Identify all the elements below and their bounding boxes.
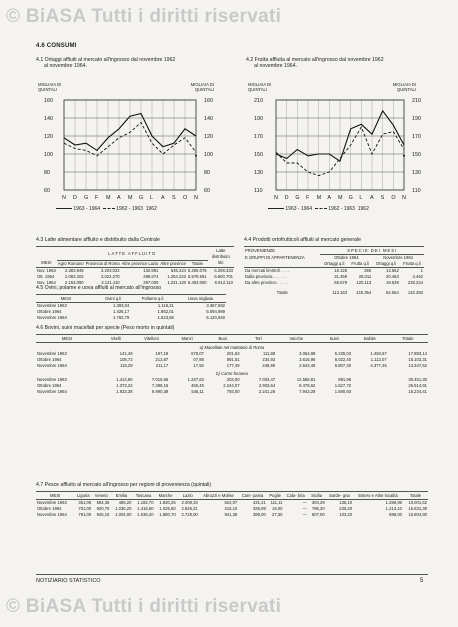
t44-cell: 65.579	[334, 280, 348, 285]
t46a-cell: 177,49	[226, 363, 240, 368]
chart0-ytick-right: 160	[204, 98, 213, 104]
t46b-cell: 26.514,91	[408, 383, 427, 388]
t46-col-header: Buoi	[205, 336, 241, 343]
t43-col-3: Altre province Lazio	[121, 260, 159, 266]
chart1-xtick: M	[316, 195, 322, 201]
t43-cell: 2.153.090	[64, 279, 84, 285]
t43-cell: 6.403.000	[188, 279, 207, 285]
t47-cell: 1.025,60	[159, 506, 176, 511]
fig1-legend	[56, 206, 157, 212]
t47-cell: 886,00	[389, 512, 402, 517]
chart0-ytick-left: 100	[44, 152, 53, 158]
t44-cell: 1	[420, 268, 423, 273]
t45-row	[36, 315, 226, 321]
chart1-xtick: M	[338, 195, 343, 201]
t46b-row	[36, 389, 428, 395]
chart1-ytick-left: 170	[254, 134, 263, 140]
t46a-cell: Novembre 1963	[37, 351, 67, 356]
t47-cell: 1.286,96	[385, 500, 402, 505]
t47-col-header: Sarde- gna	[326, 493, 353, 500]
t46-col-header: Vacche	[276, 336, 316, 343]
chart0-xtick: M	[106, 195, 111, 201]
t46b-cell: 7.016,65	[151, 377, 169, 382]
t46-table	[36, 336, 428, 395]
t47-cell: Novembre 1963	[37, 500, 67, 505]
chart0-xtick: M	[128, 195, 133, 201]
t46b-cell: 6.990,39	[151, 389, 169, 394]
t43-cell: 6.578.591	[188, 273, 207, 279]
t47-cell: 941,36	[224, 512, 238, 517]
t46b-cell: 203,00	[226, 377, 240, 382]
t47-table-wrap	[36, 491, 428, 518]
section-title: 4.6 CONSUMI	[36, 43, 77, 49]
t47-cell: 304,29	[311, 500, 325, 505]
t46a-cell: 105,72	[119, 357, 133, 362]
chart1-ytick-right: 110	[412, 188, 421, 194]
t47-col-header: Puglie	[267, 493, 284, 500]
t44-left-sub: E GRUPPI DI APPARTENENZA	[245, 254, 305, 260]
t47-cell: 215,10	[224, 506, 238, 511]
chart0-ytick-left: 140	[44, 116, 53, 122]
t46-title: 4.6 Bovini, suini macellati per specie (Peso morto in quintali)	[36, 325, 175, 331]
chart1-ytick-right: 210	[412, 98, 421, 104]
watermark-bottom: © BiASA Tutti i diritti riservati	[6, 596, 282, 617]
t45-cell: Novembre 1964	[37, 315, 67, 320]
t46-col-header: MESI	[36, 336, 98, 343]
t44-table	[244, 248, 424, 296]
t47-cell: Ottobre 1964	[37, 506, 62, 511]
t46a-cell: 118,29	[120, 363, 133, 368]
chart1-xtick: A	[370, 195, 374, 201]
t46b-cell: 12.588,81	[296, 377, 316, 382]
chart0-xtick: N	[62, 195, 66, 201]
t47-cell: 15.631,39	[408, 506, 427, 511]
t47-cell: 10.001,62	[408, 500, 427, 505]
t44-cell: 31.459	[334, 274, 348, 279]
chart1-ytick-left: 190	[254, 116, 263, 122]
t44-cell: 120.113	[356, 280, 372, 285]
fig1-legend-c: 1962	[145, 206, 157, 212]
t44-cell: 25.011	[358, 274, 372, 279]
page-number: 5	[420, 578, 424, 584]
chart1-xtick: A	[327, 195, 331, 201]
t46b-cell: 1.373,22	[116, 383, 133, 388]
t43-cell: 297.000	[143, 279, 159, 285]
t45-cell: 1.116,21	[157, 303, 174, 308]
t47-cell: 2.409,33	[181, 500, 198, 505]
t47-cell: 2.728,00	[181, 512, 198, 517]
t47-cell: 235,20	[339, 506, 353, 511]
chart0-ytick-right: 60	[204, 188, 210, 194]
t45-table-wrap	[36, 294, 226, 321]
t46b-cell: 793,00	[226, 389, 240, 394]
chart1-ytick-left: 150	[254, 152, 263, 158]
t47-cell: 1.880,70	[159, 512, 176, 517]
t44-group-header: SPECIE DEI MESI	[320, 248, 424, 255]
chart1-ytick-right: 170	[412, 134, 421, 140]
t45-title: 4.5 Ovini, polame e uova affluiti al mercato all'ingrosso	[36, 285, 162, 291]
t45-col-1: Ovini q.li	[96, 296, 130, 303]
t47-cell: 399,00	[252, 512, 266, 517]
t44-left-header: PROVENIENZE	[245, 248, 276, 254]
t43-cell: 1.231.120	[167, 279, 186, 285]
t43-col-6: litri	[208, 260, 234, 267]
t45-cell: 1.426,17	[113, 309, 130, 314]
t45-table	[36, 296, 226, 321]
t47-cell: 1.036,20	[137, 512, 154, 517]
t44-sub-3: Frutta q.li	[400, 261, 424, 268]
chart1-xtick: L	[359, 195, 363, 201]
t46a-cell: 141,49	[119, 351, 133, 356]
t46-col-header: Suini	[316, 336, 352, 343]
chart0-xtick: A	[117, 195, 121, 201]
t45-cell: Novembre 1963	[37, 303, 67, 308]
chart0-xtick: D	[73, 195, 77, 201]
t44-cell: 142.393	[407, 290, 423, 295]
t46b-cell: 891,96	[338, 377, 352, 382]
chart0-series-2-point	[195, 155, 197, 157]
t44-sub-1: Frutta q.li	[348, 261, 372, 268]
t46b-cell: Novembre 1964	[37, 389, 67, 394]
chart1-xtick: F	[306, 195, 310, 201]
t47-col-header: Veneto	[92, 493, 110, 500]
chart0-ytick-left: 160	[44, 98, 53, 104]
t46a-cell: 213,87	[155, 357, 169, 362]
chart0-xtick: L	[150, 195, 153, 201]
fig2-legend-c: 1962	[357, 206, 369, 212]
t47-cell: 945,10	[96, 512, 110, 517]
t45-cell: 5.120,840	[206, 315, 225, 320]
t47-col-header: Liguria	[74, 493, 92, 500]
t44-cell: 145.354	[356, 290, 372, 295]
t43-col-4: Altre province	[160, 260, 186, 266]
t46b-cell	[352, 389, 388, 395]
t46-table-wrap	[36, 334, 428, 395]
t46a-cell: 111,88	[263, 351, 276, 356]
t47-cell: —	[302, 512, 307, 517]
t44-cell: 16.125	[334, 268, 348, 273]
t47-title: 4.7 Pesce affluito al mercato all'ingrosso per regioni di provenienza (quintali)	[36, 482, 212, 488]
t46-col-header: Bufale	[352, 336, 388, 343]
t47-col-header: Lazio	[177, 493, 199, 500]
t44-month-0: Ottobre 1964	[334, 255, 359, 260]
t44-sub-2: Ortaggi q.li	[372, 261, 400, 268]
t47-cell: 507,00	[311, 512, 325, 517]
t46b-cell: 1.627,70	[334, 383, 352, 388]
chart1-xtick: O	[391, 195, 396, 201]
t43-cell: 6.208.333	[214, 267, 233, 273]
t43-title: 4.3 Latte alimentare affluito e distribuito dalla Centrale	[36, 237, 160, 243]
chart0-ytick-left: 120	[44, 134, 53, 140]
chart0-xtick: S	[172, 195, 176, 201]
t47-cell: Novembre 1964	[37, 512, 67, 517]
fig1-ylabel-left: MIGLIAIA DI QUINTALI	[38, 82, 62, 92]
t46-col-header: Vitelli	[98, 336, 134, 343]
t46b-cell: 16.234,41	[408, 389, 427, 394]
t44-cell: 54.554	[386, 290, 399, 295]
t46a-cell: Novembre 1964	[37, 363, 67, 368]
t46a-cell: 17.883,14	[408, 351, 427, 356]
t46a-cell: 5.807,30	[334, 363, 352, 368]
t47-cell: 791,00	[78, 512, 92, 517]
t46b-cell: 8.478,62	[299, 383, 316, 388]
chart0-xtick: A	[161, 195, 165, 201]
t47-cell: 1.416,60	[137, 506, 154, 511]
t43-col-0: MESI	[36, 260, 57, 267]
chart0-xtick: F	[95, 195, 99, 201]
chart1-ytick-right: 130	[412, 170, 421, 176]
chart1-xtick: S	[380, 195, 385, 201]
t46b-cell: 1.933,38	[116, 389, 133, 394]
t43-cell: 6.912.110	[214, 279, 233, 285]
footer-label: NOTIZIARIO STATISTICO	[36, 578, 101, 584]
t46a-cell: 15.103,31	[408, 357, 427, 362]
t44-row-label: Totale	[276, 290, 288, 295]
t43-col-5: Totale	[187, 260, 208, 267]
t47-col-header: Marche	[155, 493, 177, 500]
chart1-ytick-left: 210	[254, 98, 263, 104]
t43-cell: Nov. 1964	[37, 279, 56, 285]
t46-col-header: Tori	[241, 336, 277, 343]
t47-cell: 111,11	[270, 500, 283, 505]
t43-table	[36, 248, 234, 286]
t44-cell: 250	[364, 268, 372, 273]
fig1-title-line2: al novembre 1964.	[44, 63, 87, 70]
t47-cell: 1.004,00	[115, 512, 132, 517]
t44-row	[244, 286, 424, 296]
chart1-xtick: G	[348, 195, 353, 201]
t43-cell: 132.881	[143, 267, 159, 273]
fig2-legend-a: 1963 - 1964	[285, 206, 313, 212]
t46b-cell: 1.237,63	[187, 377, 204, 382]
t46-col-header: Manzi	[169, 336, 205, 343]
t46-group-a: a) Macellate nel mattatoio di Roma	[199, 345, 265, 350]
chart1-xtick: N	[274, 195, 278, 201]
t45-cell: 1.862,01	[157, 309, 174, 314]
t44-row-label: Da mercati limitrofi . . . .	[245, 268, 289, 273]
t43-col-2: Provincia di Roma	[85, 260, 120, 266]
t44-cell: 19.539	[386, 280, 399, 285]
t46a-cell: 197,19	[155, 351, 169, 356]
t46b-cell: 1.414,90	[116, 377, 133, 382]
t46-col-header: Vitelloni	[134, 336, 170, 343]
t47-cell: 2.926,21	[181, 506, 198, 511]
t47-cell: 335,99	[252, 506, 266, 511]
t46b-cell: 7.396,16	[151, 383, 169, 388]
chart0-ytick-left: 80	[44, 170, 50, 176]
t47-cell: 1.213,10	[385, 506, 402, 511]
t47-col-header: Cala- bria	[284, 493, 308, 500]
t46b-cell: 7.003,47	[258, 377, 276, 382]
t44-cell: 4.462	[412, 274, 423, 279]
t45-col-0: MESI	[36, 296, 96, 303]
t43-cell: Nov. 1963	[37, 267, 56, 273]
t44-table-wrap	[244, 246, 424, 296]
t45-cell: 1.393,04	[113, 303, 130, 308]
t47-col-header: Estero e Altre località	[353, 493, 403, 500]
fig1-ylabel-right: MIGLIAIA DI QUINTALI	[190, 82, 214, 92]
t46a-cell: Ottobre 1964	[37, 357, 62, 362]
t43-table-wrap	[36, 246, 234, 286]
t44-cell: 20.463	[386, 274, 399, 279]
t47-cell: 103,20	[339, 512, 353, 517]
t47-col-header: Emilia	[110, 493, 132, 500]
t46a-cell: 678,07	[191, 351, 204, 356]
t47-cell: 351,06	[78, 500, 92, 505]
t45-cell: Ottobre 1964	[37, 309, 62, 314]
chart1-ytick-left: 110	[254, 188, 263, 194]
t47-row	[36, 512, 428, 518]
t43-cell: Ott. 1964	[37, 273, 55, 279]
t47-cell: 1.182,70	[137, 500, 154, 505]
t45-cell: 5.094,989	[206, 309, 225, 314]
t47-cell: 1.036,20	[115, 506, 132, 511]
t47-cell: 27,30	[272, 512, 283, 517]
t44-title: 4.4 Prodotti ortofrutticoli affluiti al mercato generale	[244, 237, 361, 243]
t43-cell: 6.600.701	[214, 273, 233, 279]
t46a-cell: 1.113,07	[370, 357, 387, 362]
t46a-cell: 3.616,96	[299, 357, 316, 362]
t47-col-header: Totale	[403, 493, 428, 500]
t44-cell: 228.224	[407, 280, 423, 285]
chart0-ytick-right: 80	[204, 170, 210, 176]
t47-cell: 920,70	[96, 506, 110, 511]
t47-cell: 15.804,80	[408, 512, 427, 517]
t45-cell: 3.367,682	[206, 303, 225, 308]
t43-cell: 3.121.110	[101, 279, 120, 285]
chart0-ytick-right: 140	[204, 116, 213, 122]
t47-cell: —	[302, 500, 307, 505]
t43-cell: 3.203.022	[100, 267, 120, 273]
t43-cell: 545.224	[170, 267, 186, 273]
t46a-cell: 248,99	[262, 363, 276, 368]
t43-cell: 298.874	[143, 273, 159, 279]
chart0-ytick-left: 60	[44, 188, 50, 194]
fig2-legend-b: 1962 - 1963	[328, 206, 355, 212]
chart0-xtick: O	[183, 195, 188, 201]
t47-col-header: Cam- pania	[238, 493, 267, 500]
t46-col-header: Totale	[388, 336, 428, 343]
t46a-cell: 201,63	[226, 351, 240, 356]
t43-group-header: LATTE AFFLUITO	[57, 248, 208, 260]
t45-col-3: Uova migliaia	[175, 296, 226, 303]
t46b-cell: 2.903,64	[258, 383, 276, 388]
t47-cell: —	[302, 506, 307, 511]
t47-cell: 136,10	[339, 500, 353, 505]
t47-cell: 701,00	[78, 506, 92, 511]
t43-side-header: Latte distribuito	[211, 248, 230, 259]
fig2-title-line1: 4.2 Frutta affluita al mercato all'ingrosso dal novembre 1962	[246, 57, 384, 63]
t47-cell: 624,07	[224, 500, 238, 505]
t46a-cell: 13.347,52	[408, 363, 427, 368]
fig2-ylabel-right: MIGLIAIA DI QUINTALI	[392, 82, 416, 92]
fig2-legend	[268, 206, 369, 212]
t47-cell: 785,20	[311, 506, 325, 511]
watermark-top: © BiASA Tutti i diritti riservati	[6, 6, 282, 27]
chart1-xtick: N	[402, 195, 406, 201]
t47-cell: 485,20	[118, 500, 132, 505]
charts-svg	[0, 0, 458, 230]
t44-row-label: Da altre province . . . . .	[245, 280, 289, 285]
t46b-cell: 545,11	[191, 389, 204, 394]
t47-table	[36, 493, 428, 518]
t46a-cell: 5.235,03	[334, 351, 352, 356]
t44-row-label: Dalla provincia . . . . . .	[245, 274, 287, 279]
t43-cell: 6.265.076	[188, 267, 207, 273]
chart1-ytick-right: 150	[412, 152, 421, 158]
t46a-cell: 4.377,45	[370, 363, 387, 368]
t44-cell: 14.552	[386, 268, 399, 273]
t46a-cell: 234,92	[262, 357, 276, 362]
t46-group-b: b) Carne foranea	[216, 371, 248, 376]
t46a-cell: 2.643,46	[299, 363, 316, 368]
t46b-cell: 2.241,26	[258, 389, 276, 394]
t46a-cell: 6.022,40	[334, 357, 352, 362]
chart0-xtick: G	[139, 195, 144, 201]
t47-col-header: Toscana	[132, 493, 154, 500]
chart1-xtick: D	[284, 195, 289, 201]
t46a-cell: 3.064,98	[299, 351, 316, 356]
t47-col-header: Abruzzi e Molise	[199, 493, 239, 500]
fig1-legend-b: 1962 - 1963	[116, 206, 143, 212]
t44-month-1: Novembre 1964	[383, 255, 413, 260]
t46b-cell: 30.451,30	[408, 377, 427, 382]
t43-cell: 2.063.202	[64, 273, 84, 279]
t43-cell: 3.022.270	[100, 273, 120, 279]
t45-cell: 1.523,56	[157, 315, 174, 320]
t43-col-1: Agro Romano	[57, 260, 84, 266]
chart1-series-2-point	[403, 155, 405, 157]
chart0-ytick-right: 120	[204, 134, 213, 140]
t46b-cell: Ottobre 1964	[37, 383, 62, 388]
chart0-xtick: G	[84, 195, 89, 201]
t44-row	[244, 280, 424, 286]
t46b-cell: 1.590,93	[334, 389, 352, 394]
t47-cell: 594,36	[96, 500, 110, 505]
chart1-ytick-right: 190	[412, 116, 421, 122]
t44-sub-0: Ortaggi q.li	[320, 261, 348, 268]
t43-cell: 2.383.949	[64, 267, 84, 273]
fig1-title-line1: 4.1 Ortaggi affluiti al mercato all'ingrosso dal novembre 1962	[36, 57, 176, 63]
t46b-cell: Novembre 1963	[37, 377, 67, 382]
t47-cell: 431,21	[252, 500, 266, 505]
t47-cell: 1.830,25	[159, 500, 176, 505]
fig2-title-line2: al novembre 1964.	[254, 63, 297, 70]
t46b-cell: 455,49	[191, 383, 204, 388]
t47-col-header: MESI	[36, 493, 74, 500]
t45-col-2: Pollame q.li	[130, 296, 175, 303]
fig2-ylabel-left: MIGLIAIA DI QUINTALI	[248, 82, 272, 92]
t46b-cell: 2.244,07	[223, 383, 240, 388]
chart0-xtick: N	[194, 195, 198, 201]
chart0-ytick-right: 100	[204, 152, 213, 158]
t46a-cell: 211,17	[155, 363, 169, 368]
t46a-cell: 07,88	[193, 357, 204, 362]
t45-cell: 1.762,79	[113, 315, 130, 320]
chart1-xtick: G	[295, 195, 300, 201]
t46a-cell: 891,51	[226, 357, 240, 362]
t43-cell: 1.254.223	[167, 273, 186, 279]
t46a-cell: 17,92	[193, 363, 204, 368]
chart1-ytick-left: 130	[254, 170, 263, 176]
fig1-legend-a: 1963 - 1964	[73, 206, 101, 212]
t44-cell: 113.163	[332, 290, 348, 295]
t47-col-header: Sicilia	[308, 493, 326, 500]
t46a-cell: 1.493,67	[370, 351, 387, 356]
t47-cell: 19,00	[272, 506, 283, 511]
t46b-cell: 7.943,29	[299, 389, 316, 394]
